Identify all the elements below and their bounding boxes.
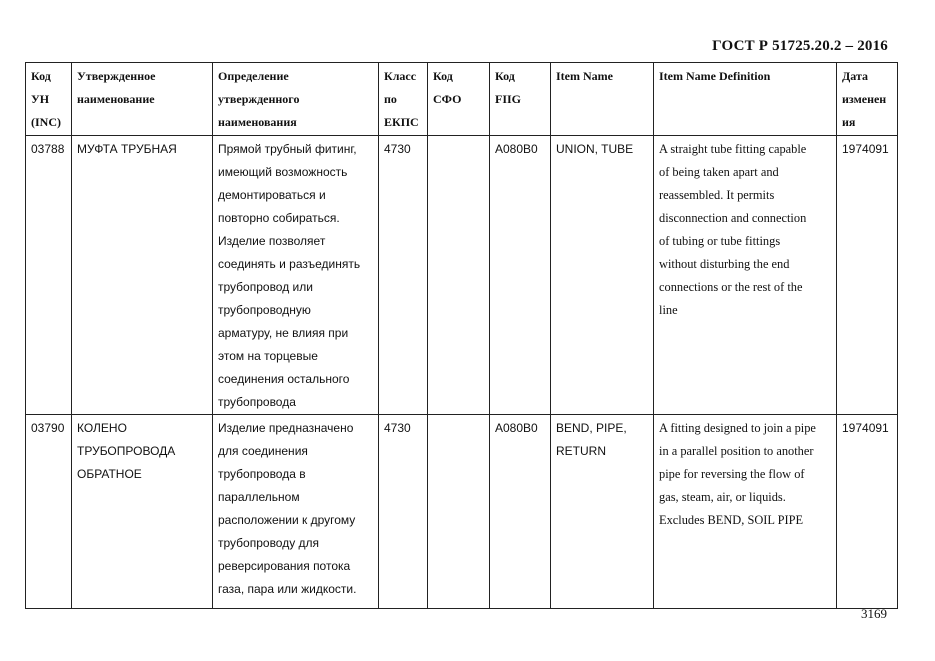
column-header-fiig-code: Код FIIG <box>490 63 551 136</box>
item-name-cell: UNION, TUBE <box>551 136 654 415</box>
column-header-definition: Определение утвержденного наименования <box>213 63 379 136</box>
table-header-row <box>26 63 898 136</box>
page-number: 3169 <box>861 606 887 621</box>
ekps-class-cell: 4730 <box>379 136 428 415</box>
item-name-table <box>25 62 898 609</box>
inc-code-cell: 03790 <box>26 415 72 609</box>
sfo-code-cell <box>428 136 490 415</box>
approved-name-cell: МУФТА ТРУБНАЯ <box>72 136 213 415</box>
table-row <box>26 415 898 609</box>
change-date-cell: 1974091 <box>837 415 898 609</box>
fiig-code-cell: A080B0 <box>490 415 551 609</box>
approved-name-cell: КОЛЕНО ТРУБОПРОВОДА ОБРАТНОЕ <box>72 415 213 609</box>
item-name-cell: BEND, PIPE, RETURN <box>551 415 654 609</box>
column-header-approved-name: Утвержденное наименование <box>72 63 213 136</box>
inc-code-cell: 03788 <box>26 136 72 415</box>
change-date-cell: 1974091 <box>837 136 898 415</box>
table-row <box>26 136 898 415</box>
definition-cell: Прямой трубный фитинг, имеющий возможность демонтироваться и повторно собираться. Изделие позволяет соединять и разъединять трубопровод или трубопроводную арматуру, не влияя при этом на торцевые соединения остального трубопровода <box>213 136 379 415</box>
column-header-item-name-definition: Item Name Definition <box>654 63 837 136</box>
column-header-inc: Код УН (INC) <box>26 63 72 136</box>
column-header-change-date: Дата изменен ия <box>837 63 898 136</box>
column-header-item-name: Item Name <box>551 63 654 136</box>
column-header-sfo-code: Код СФО <box>428 63 490 136</box>
column-header-ekps-class: Класс по ЕКПС <box>379 63 428 136</box>
definition-cell: Изделие предназначено для соединения трубопровода в параллельном расположении к другому трубопроводу для реверсирования потока газа, пара или жидкости. <box>213 415 379 609</box>
fiig-code-cell: A080B0 <box>490 136 551 415</box>
item-definition-cell: A straight tube fitting capable of being taken apart and reassembled. It permits disconnection and connection of tubing or tube fittings without disturbing the end connections or the rest of the line <box>654 136 837 415</box>
item-definition-cell: A fitting designed to join a pipe in a parallel position to another pipe for reversing the flow of gas, steam, air, or liquids. Excludes BEND, SOIL PIPE <box>654 415 837 609</box>
document-standard-title: ГОСТ Р 51725.20.2 – 2016 <box>712 38 888 54</box>
ekps-class-cell: 4730 <box>379 415 428 609</box>
sfo-code-cell <box>428 415 490 609</box>
